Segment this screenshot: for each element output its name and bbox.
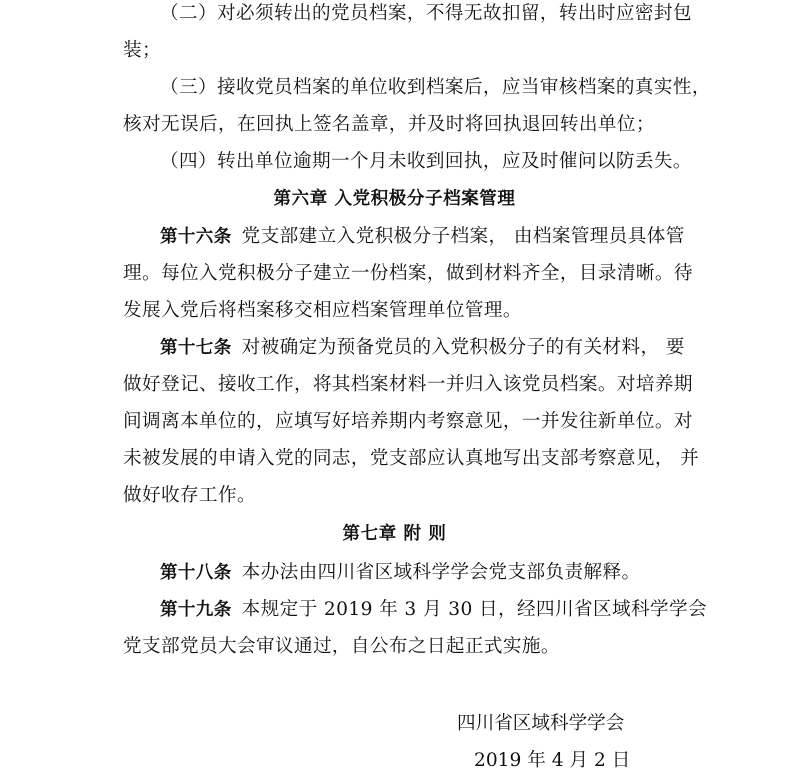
- article-16-text-1: 党支部建立入党积极分子档案， 由档案管理员具体管: [241, 226, 685, 247]
- article-19-label: 第十九条: [160, 600, 232, 620]
- article-16-line-3: 发展入党后将档案移交相应档案管理单位管理。: [123, 300, 522, 321]
- chapter-7-heading: 第七章 附 则: [342, 524, 447, 544]
- article-17-label: 第十七条: [160, 338, 232, 358]
- clause-2-line-1: （二）对必须转出的党员档案，不得无故扣留，转出时应密封包: [160, 3, 692, 24]
- article-19-line-1: [160, 598, 707, 622]
- clause-4-line-1: （四）转出单位逾期一个月未收到回执，应及时催问以防丢失。: [160, 151, 692, 172]
- signature-organization: 四川省区域科学学会: [457, 713, 625, 734]
- article-17-line-5: 做好收存工作。: [123, 485, 256, 506]
- article-18-text-1: 本办法由四川省区域科学学会党支部负责解释。: [241, 562, 641, 583]
- clause-3-line-2: 核对无误后，在回执上签名盖章，并及时将回执退回转出单位；: [123, 114, 655, 135]
- article-16-label: 第十六条: [160, 227, 232, 247]
- article-16-line-2: 理。每位入党积极分子建立一份档案，做到材料齐全，目录清晰。待: [123, 263, 693, 284]
- article-17-text-1: 对被确定为预备党员的入党积极分子的有关材料， 要: [241, 337, 685, 358]
- clause-2-line-2: 装；: [123, 40, 161, 61]
- article-16-line-1: [160, 225, 685, 249]
- chapter-6-heading: 第六章 入党积极分子档案管理: [273, 189, 516, 209]
- signature-date: 2019 年 4 月 2 日: [474, 750, 631, 771]
- article-19-line-2: 党支部党员大会审议通过，自公布之日起正式实施。: [123, 636, 560, 657]
- article-18-label: 第十八条: [160, 563, 232, 583]
- clause-3-line-1: （三）接收党员档案的单位收到档案后，应当审核档案的真实性，: [160, 77, 711, 98]
- article-17-line-1: [160, 336, 685, 360]
- article-17-line-3: 间调离本单位的，应填写好培养期内考察意见，一并发往新单位。对: [123, 411, 693, 432]
- article-17-line-4: 未被发展的申请入党的同志，党支部应认真地写出支部考察意见， 并: [123, 448, 700, 469]
- article-17-line-2: 做好登记、接收工作，将其档案材料一并归入该党员档案。对培养期: [123, 374, 693, 395]
- article-19-text-1: 本规定于 2019 年 3 月 30 日，经四川省区域科学学会: [241, 599, 707, 620]
- article-18-line-1: [160, 561, 640, 585]
